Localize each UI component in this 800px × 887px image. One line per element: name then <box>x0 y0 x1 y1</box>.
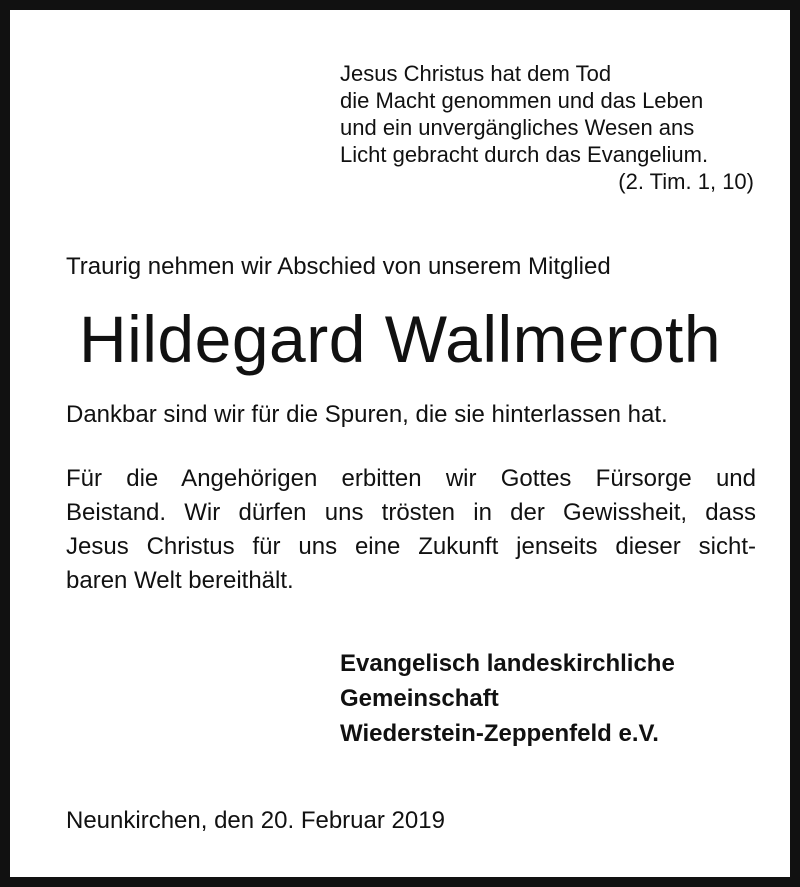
verse-line: Licht gebracht durch das Evangelium. <box>340 142 709 167</box>
verse-line: Jesus Christus hat dem Tod <box>340 61 612 86</box>
verse-line: und ein unvergängliches Wesen ans <box>340 115 695 140</box>
organization-signature <box>340 646 675 751</box>
bible-verse <box>340 60 754 195</box>
place-date: Neunkirchen, den 20. Februar 2019 <box>66 807 445 834</box>
paragraph-line: Jesus Christus für uns eine Zukunft jenseits dieser sicht- <box>66 533 756 560</box>
paragraph-line: Beistand. Wir dürfen uns trösten in der Gewissheit, dass <box>66 499 756 526</box>
organization-line: Evangelisch landeskirchliche <box>340 650 675 677</box>
condolence-paragraph <box>66 462 756 598</box>
verse-line: die Macht genommen und das Leben <box>340 88 704 113</box>
paragraph-line: baren Welt bereithält. <box>66 567 294 594</box>
verse-reference: (2. Tim. 1, 10) <box>618 169 754 194</box>
paragraph-line: Für die Angehörigen erbitten wir Gottes Fürsorge und <box>66 465 756 492</box>
organization-line: Wiederstein-Zeppenfeld e.V. <box>340 720 659 747</box>
organization-line: Gemeinschaft <box>340 685 499 712</box>
thanks-text: Dankbar sind wir für die Spuren, die sie hinterlassen hat. <box>66 401 668 428</box>
deceased-name: Hildegard Wallmeroth <box>78 302 722 376</box>
intro-text: Traurig nehmen wir Abschied von unserem Mitglied <box>66 253 611 280</box>
